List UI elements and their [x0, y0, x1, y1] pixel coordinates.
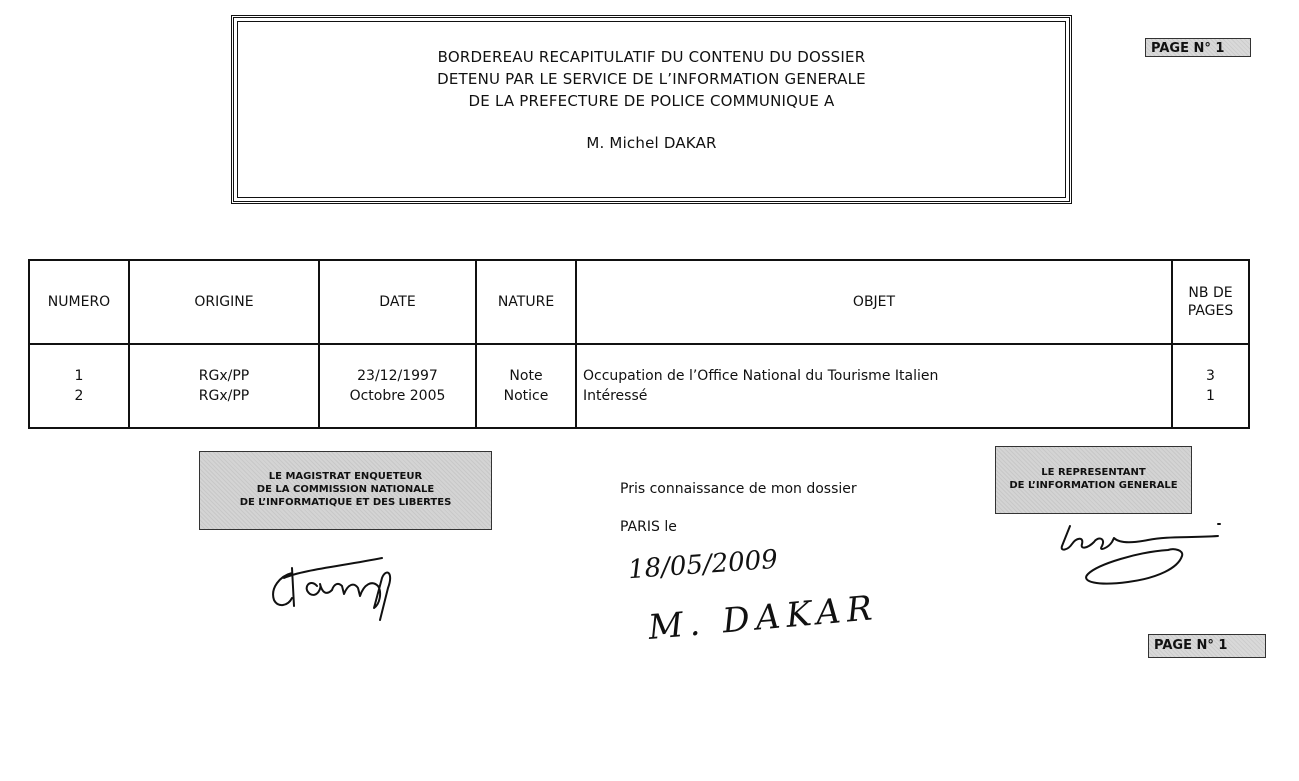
handwritten-date: 18/05/2009 — [627, 544, 779, 586]
row-1-date: 23/12/1997 — [357, 368, 438, 384]
col-header-objet: OBJET — [576, 260, 1172, 344]
header-line-3: DE LA PREFECTURE DE POLICE COMMUNIQUE A — [468, 92, 835, 110]
place-label: PARIS le — [620, 519, 677, 535]
representant-signature — [1048, 516, 1238, 596]
header-box — [231, 15, 1072, 204]
table-header-row — [29, 260, 1249, 344]
row-1-objet: Occupation de l’Office National du Tourisme Italien — [583, 368, 939, 384]
cell-numero — [29, 344, 129, 428]
col-header-nb-pages-text: NB DE PAGES — [1187, 285, 1234, 319]
cell-nature — [476, 344, 576, 428]
magistrat-box — [199, 451, 492, 530]
col-header-nb-pages — [1172, 260, 1249, 344]
handwritten-name: M. DAKAR — [646, 588, 880, 648]
row-2-numero: 2 — [74, 388, 84, 404]
col-header-origine: ORIGINE — [129, 260, 319, 344]
cell-objet — [576, 344, 1172, 428]
recipient-name: M. Michel DAKAR — [586, 134, 717, 152]
acknowledgement-text: Pris connaissance de mon dossier — [620, 481, 857, 497]
representant-line-2: DE L’INFORMATION GENERALE — [1009, 480, 1178, 491]
row-1-numero: 1 — [74, 368, 84, 384]
records-table — [28, 259, 1250, 429]
row-1-origine: RGx/PP — [198, 368, 250, 384]
cell-pages — [1172, 344, 1249, 428]
header-inner — [237, 21, 1066, 198]
cell-origine — [129, 344, 319, 428]
cell-date — [319, 344, 476, 428]
row-1-nature: Note — [509, 368, 543, 384]
representant-box — [995, 446, 1192, 514]
page-number-bottom: PAGE N° 1 — [1148, 634, 1266, 658]
representant-line-1: LE REPRESENTANT — [1041, 467, 1146, 478]
page-number-top: PAGE N° 1 — [1145, 38, 1251, 57]
col-header-nature: NATURE — [476, 260, 576, 344]
row-2-origine: RGx/PP — [198, 388, 250, 404]
table-row — [29, 344, 1249, 428]
row-2-date: Octobre 2005 — [349, 388, 446, 404]
row-2-pages: 1 — [1206, 388, 1215, 404]
magistrat-line-2: DE LA COMMISSION NATIONALE — [256, 484, 435, 495]
magistrat-line-3: DE L’INFORMATIQUE ET DES LIBERTES — [239, 497, 452, 508]
col-header-date: DATE — [319, 260, 476, 344]
row-1-pages: 3 — [1206, 368, 1215, 384]
row-2-objet: Intéressé — [583, 388, 648, 404]
header-line-1: BORDEREAU RECAPITULATIF DU CONTENU DU DOSSIER — [437, 48, 866, 66]
row-2-nature: Notice — [503, 388, 549, 404]
magistrat-signature — [262, 548, 452, 628]
magistrat-line-1: LE MAGISTRAT ENQUETEUR — [268, 471, 423, 482]
col-header-numero: NUMERO — [29, 260, 129, 344]
header-line-2: DETENU PAR LE SERVICE DE L’INFORMATION GENERALE — [437, 70, 866, 88]
